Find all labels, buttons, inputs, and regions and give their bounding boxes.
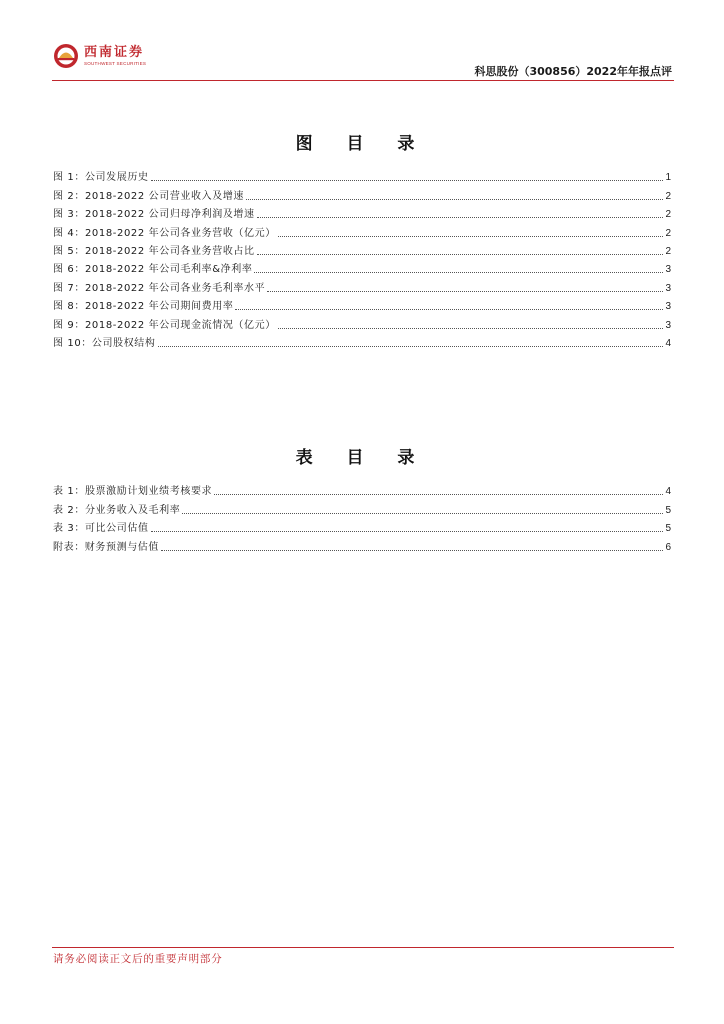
toc-leader-dots [246, 198, 663, 200]
toc-leader-dots [254, 271, 663, 273]
toc-entry[interactable] [53, 258, 671, 276]
toc-entry-page: 2 [665, 209, 671, 221]
header-divider [52, 80, 674, 81]
toc-entry-page: 3 [665, 282, 671, 294]
logo-emblem-icon [53, 43, 79, 69]
toc-entry[interactable] [53, 184, 671, 202]
toc-entry[interactable] [53, 332, 671, 350]
toc-leader-dots [161, 549, 663, 551]
company-logo [53, 43, 146, 69]
toc-leader-dots [267, 290, 663, 292]
toc-entry[interactable] [53, 480, 671, 498]
toc-entry[interactable] [53, 517, 671, 535]
toc-entry[interactable] [53, 240, 671, 258]
toc-entry-label: 图 5：2018-2022 年公司各业务营收占比 [53, 245, 255, 257]
figure-toc-list [53, 166, 671, 350]
footer-divider [52, 947, 674, 948]
toc-entry[interactable] [53, 166, 671, 184]
toc-entry-label: 附表：财务预测与估值 [53, 541, 159, 553]
toc-entry-label: 图 4：2018-2022 年公司各业务营收（亿元） [53, 227, 276, 239]
toc-entry[interactable] [53, 535, 671, 553]
page-header [0, 0, 724, 82]
toc-entry-page: 1 [665, 172, 671, 184]
toc-leader-dots [151, 179, 664, 181]
toc-entry-page: 2 [665, 227, 671, 239]
logo-chinese-name: 西南证券 [84, 44, 145, 60]
table-toc-title: 表 目 录 [295, 448, 429, 468]
toc-entry-label: 图 2：2018-2022 公司营业收入及增速 [53, 190, 245, 202]
toc-entry-page: 6 [665, 541, 671, 553]
toc-entry-page: 5 [665, 504, 671, 516]
toc-entry[interactable] [53, 221, 671, 239]
toc-entry-label: 表 1：股票激励计划业绩考核要求 [53, 486, 213, 498]
toc-leader-dots [278, 327, 664, 329]
toc-entry-page: 3 [665, 319, 671, 331]
toc-entry-label: 图 3：2018-2022 公司归母净利润及增速 [53, 209, 255, 221]
toc-entry[interactable] [53, 276, 671, 294]
toc-entry-label: 表 2：分业务收入及毛利率 [53, 504, 181, 516]
toc-entry-page: 3 [665, 301, 671, 313]
table-toc-list [53, 480, 671, 554]
toc-entry-page: 4 [665, 486, 671, 498]
toc-entry-page: 3 [665, 264, 671, 276]
toc-leader-dots [158, 345, 664, 347]
toc-entry[interactable] [53, 498, 671, 516]
toc-entry[interactable] [53, 295, 671, 313]
toc-leader-dots [235, 308, 663, 310]
toc-leader-dots [151, 530, 664, 532]
toc-entry[interactable] [53, 313, 671, 331]
toc-entry-label: 图 1：公司发展历史 [53, 172, 149, 184]
toc-entry-label: 图 6：2018-2022 年公司毛利率&净利率 [53, 264, 253, 276]
toc-leader-dots [257, 253, 664, 255]
toc-entry-page: 2 [665, 245, 671, 257]
toc-entry-label: 图 10：公司股权结构 [53, 337, 156, 349]
figure-toc-title: 图 目 录 [295, 134, 429, 154]
toc-entry-page: 4 [665, 337, 671, 349]
toc-entry-page: 5 [665, 523, 671, 535]
toc-leader-dots [182, 512, 663, 514]
toc-entry-label: 图 9：2018-2022 年公司现金流情况（亿元） [53, 319, 276, 331]
toc-entry-label: 图 7：2018-2022 年公司各业务毛利率水平 [53, 282, 266, 294]
logo-english-name: SOUTHWEST SECURITIES [84, 60, 147, 66]
toc-leader-dots [278, 235, 664, 237]
toc-entry-label: 图 8：2018-2022 年公司期间费用率 [53, 301, 234, 313]
report-title: 科思股份（300856）2022年年报点评 [474, 65, 672, 78]
footer-disclaimer: 请务必阅读正文后的重要声明部分 [53, 953, 223, 965]
toc-leader-dots [257, 216, 664, 218]
toc-entry-page: 2 [665, 190, 671, 202]
toc-entry[interactable] [53, 203, 671, 221]
toc-leader-dots [214, 493, 663, 495]
toc-entry-label: 表 3：可比公司估值 [53, 523, 149, 535]
